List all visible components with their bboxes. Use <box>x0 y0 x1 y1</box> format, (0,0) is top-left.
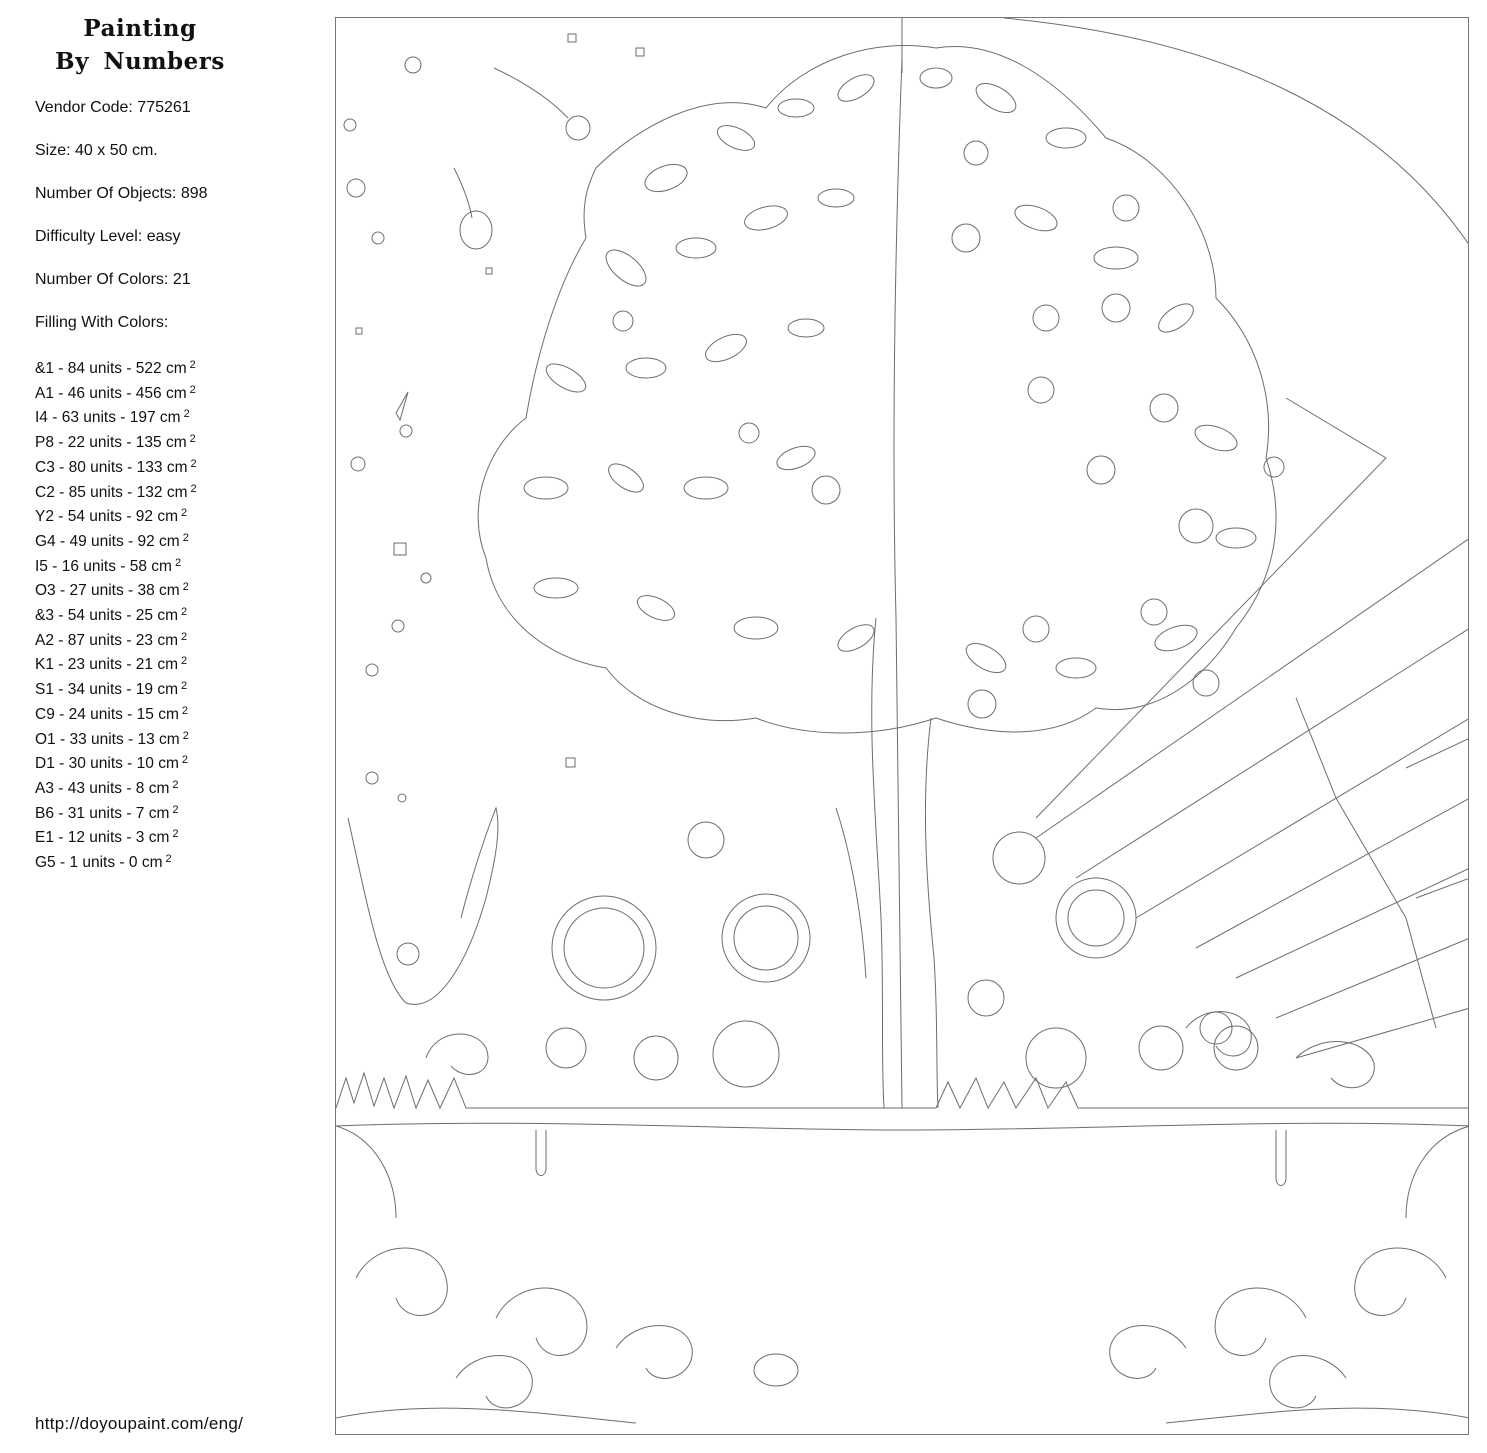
color-item: G4 - 49 units - 92 cm $^2$ <box>35 531 189 550</box>
color-item: I5 - 16 units - 58 cm $^2$ <box>35 556 182 575</box>
website-url: http://doyoupaint.com/eng/ <box>35 1414 244 1433</box>
color-item: E1 - 12 units - 3 cm $^2$ <box>35 828 179 847</box>
color-item: P8 - 22 units - 135 cm $^2$ <box>35 433 196 452</box>
page-title <box>0 12 280 78</box>
number-of-objects: Number Of Objects: 898 <box>35 185 208 202</box>
vendor-code: Vendor Code: 775261 <box>35 99 191 116</box>
color-item: I4 - 63 units - 197 cm $^2$ <box>35 408 190 427</box>
color-item: Y2 - 54 units - 92 cm $^2$ <box>35 507 188 526</box>
color-item: O3 - 27 units - 38 cm $^2$ <box>35 581 189 600</box>
filling-label: Filling With Colors: <box>35 314 169 331</box>
color-item: B6 - 31 units - 7 cm $^2$ <box>35 803 179 822</box>
color-item: C2 - 85 units - 132 cm $^2$ <box>35 482 197 501</box>
color-item: A2 - 87 units - 23 cm $^2$ <box>35 630 188 649</box>
color-item: A1 - 46 units - 456 cm $^2$ <box>35 383 196 402</box>
title-line-1: Painting <box>83 15 197 42</box>
tree-line-art <box>336 18 1469 1435</box>
color-item: &3 - 54 units - 25 cm $^2$ <box>35 606 188 625</box>
color-item: D1 - 30 units - 10 cm $^2$ <box>35 754 188 773</box>
color-item: S1 - 34 units - 19 cm $^2$ <box>35 680 188 699</box>
color-item: O1 - 33 units - 13 cm $^2$ <box>35 729 189 748</box>
info-block <box>35 97 325 333</box>
color-item: C3 - 80 units - 133 cm $^2$ <box>35 457 197 476</box>
number-of-colors: Number Of Colors: 21 <box>35 271 191 288</box>
difficulty-level: Difficulty Level: easy <box>35 228 181 245</box>
color-item: C9 - 24 units - 15 cm $^2$ <box>35 704 188 723</box>
info-sidebar <box>35 12 325 874</box>
color-item: A3 - 43 units - 8 cm $^2$ <box>35 778 179 797</box>
color-item: K1 - 23 units - 21 cm $^2$ <box>35 655 188 674</box>
color-item: &1 - 84 units - 522 cm $^2$ <box>35 359 196 377</box>
paint-by-numbers-canvas <box>335 17 1469 1435</box>
title-line-2: By Numbers <box>55 48 225 75</box>
canvas-size: Size: 40 x 50 cm. <box>35 142 158 159</box>
color-list <box>35 355 325 874</box>
color-item: G5 - 1 units - 0 cm $^2$ <box>35 853 172 872</box>
